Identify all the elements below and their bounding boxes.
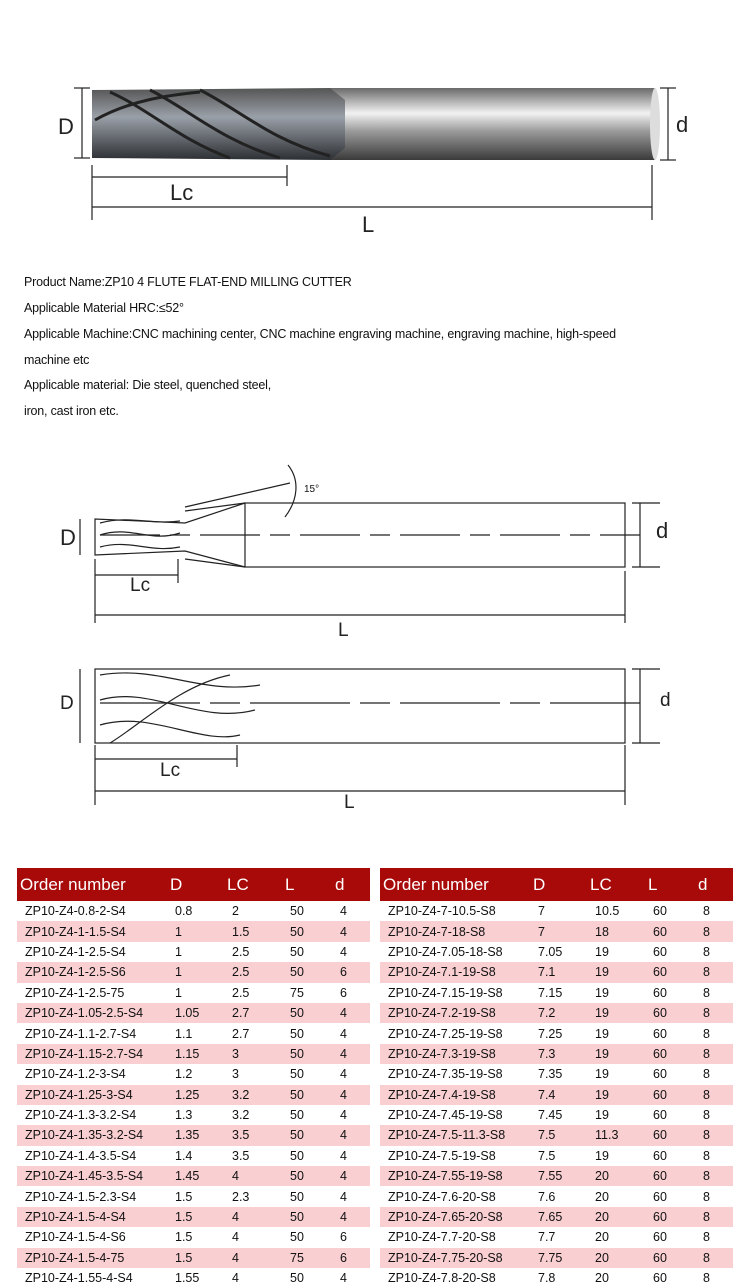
- table-cell: 50: [282, 962, 332, 982]
- table-cell: 20: [595, 1189, 609, 1204]
- table-cell: 7.5: [538, 1148, 556, 1163]
- table-cell: 3.5: [224, 1125, 282, 1145]
- table-row: [380, 1268, 733, 1288]
- table-row: [380, 1207, 733, 1227]
- table-cell: ZP10-Z4-7.35-19-S8: [388, 1067, 503, 1082]
- table-cell: 4: [332, 1044, 370, 1064]
- table-row: [17, 1146, 370, 1166]
- table-cell: 20: [587, 1207, 645, 1227]
- table-cell: 4: [332, 1207, 370, 1227]
- table-cell: 8: [703, 985, 710, 1000]
- table-cell: 1.1: [175, 1026, 193, 1041]
- table-cell: 4: [340, 1271, 347, 1286]
- applicable-machine-cont: machine etc: [24, 353, 90, 367]
- table-cell: 4: [224, 1207, 282, 1227]
- table-cell: 20: [587, 1166, 645, 1186]
- table-row: [17, 1248, 370, 1268]
- table-cell: 6: [340, 1230, 347, 1245]
- table-cell: 1.5: [175, 1230, 193, 1245]
- table-cell: 7.8: [538, 1271, 556, 1286]
- table-cell: 75: [290, 985, 304, 1000]
- table-cell: 1: [167, 962, 224, 982]
- table-cell: 60: [653, 1067, 667, 1082]
- table-row: [17, 962, 370, 982]
- table-cell: 60: [653, 1230, 667, 1245]
- table-row: [17, 1125, 370, 1145]
- table-cell: 60: [653, 1148, 667, 1163]
- table-cell: ZP10-Z4-1.55-4-S4: [25, 1271, 133, 1286]
- table-cell: 19: [595, 944, 609, 959]
- table-cell: 7.65: [530, 1207, 587, 1227]
- table-row: [17, 1227, 370, 1247]
- table-cell: 4: [332, 1166, 370, 1186]
- table-cell: 7.35: [538, 1067, 563, 1082]
- table-cell: 19: [595, 1108, 609, 1123]
- table-row: [380, 1064, 733, 1084]
- table-cell: ZP10-Z4-1.05-2.5-S4: [17, 1003, 167, 1023]
- table-cell: 7.1: [530, 962, 587, 982]
- table-cell: 8: [695, 1125, 733, 1145]
- table-cell: 19: [587, 962, 645, 982]
- table-cell: 8: [703, 944, 710, 959]
- table-cell: 6: [332, 962, 370, 982]
- table-cell: 50: [282, 921, 332, 941]
- table-cell: ZP10-Z4-1.35-3.2-S4: [17, 1125, 167, 1145]
- table-cell: ZP10-Z4-1.3-3.2-S4: [25, 1108, 137, 1123]
- table-cell: 7.3: [530, 1044, 587, 1064]
- table-cell: 18: [587, 921, 645, 941]
- column-header: LC: [224, 868, 282, 901]
- table-cell: 1: [175, 944, 182, 959]
- applicable-material: Applicable material: Die steel, quenched steel,: [24, 378, 271, 392]
- table-cell: ZP10-Z4-1-2.5-S4: [25, 944, 126, 959]
- table-cell: 8: [703, 1148, 710, 1163]
- table-cell: 2: [232, 904, 239, 919]
- column-header: L: [645, 868, 695, 901]
- table-row: [17, 1003, 370, 1023]
- table-cell: 1.5: [167, 1248, 224, 1268]
- table-row: [380, 1146, 733, 1166]
- column-header: Order number: [17, 868, 167, 901]
- shank-diameter-label: d: [676, 112, 689, 137]
- table-cell: 7.2: [530, 1003, 587, 1023]
- table-cell: 1.5: [175, 1189, 193, 1204]
- table-cell: 1: [175, 985, 182, 1000]
- diameter-label: D: [60, 693, 74, 714]
- table-cell: 50: [290, 1108, 304, 1123]
- table-cell: ZP10-Z4-1.2-3-S4: [25, 1067, 126, 1082]
- table-cell: 2.5: [232, 944, 250, 959]
- table-cell: ZP10-Z4-7-18-S8: [380, 921, 530, 941]
- table-row: [380, 1166, 733, 1186]
- table-row: [380, 1085, 733, 1105]
- table-cell: 3: [224, 1044, 282, 1064]
- table-cell: 1.05: [167, 1003, 224, 1023]
- table-cell: 60: [653, 944, 667, 959]
- table-cell: 8: [695, 1166, 733, 1186]
- table-cell: ZP10-Z4-1.5-2.3-S4: [25, 1189, 137, 1204]
- column-header: d: [332, 868, 370, 901]
- table-cell: 4: [332, 1003, 370, 1023]
- table-cell: 8: [695, 1207, 733, 1227]
- table-cell: 50: [282, 1166, 332, 1186]
- table-row: [17, 1085, 370, 1105]
- table-cell: 7: [538, 904, 545, 919]
- table-cell: 60: [653, 1108, 667, 1123]
- table-cell: ZP10-Z4-7.8-20-S8: [388, 1271, 496, 1286]
- table-cell: 50: [290, 1026, 304, 1041]
- table-cell: 60: [653, 904, 667, 919]
- table-cell: 8: [703, 1108, 710, 1123]
- table-cell: ZP10-Z4-7.5-19-S8: [388, 1148, 496, 1163]
- table-cell: 75: [282, 1248, 332, 1268]
- table-cell: 60: [653, 1026, 667, 1041]
- table-cell: 3: [232, 1067, 239, 1082]
- shank-diameter-label: d: [656, 518, 669, 543]
- cutting-length-label: Lc: [170, 180, 194, 205]
- table-row: [380, 1003, 733, 1023]
- table-cell: 3.2: [224, 1085, 282, 1105]
- table-cell: 8: [703, 1067, 710, 1082]
- table-cell: 1.45: [167, 1166, 224, 1186]
- table-cell: 60: [645, 1248, 695, 1268]
- table-cell: 60: [645, 1166, 695, 1186]
- table-header-row: [17, 868, 370, 901]
- table-cell: 0.8: [175, 904, 193, 919]
- table-cell: ZP10-Z4-7.65-20-S8: [380, 1207, 530, 1227]
- table-cell: 3.2: [232, 1108, 250, 1123]
- table-cell: 8: [695, 1003, 733, 1023]
- table-cell: ZP10-Z4-1.15-2.7-S4: [17, 1044, 167, 1064]
- table-cell: 19: [595, 1148, 609, 1163]
- table-cell: ZP10-Z4-1.4-3.5-S4: [25, 1148, 137, 1163]
- table-cell: 4: [224, 1248, 282, 1268]
- table-cell: 1.4: [175, 1148, 193, 1163]
- table-row: [17, 942, 370, 962]
- table-cell: ZP10-Z4-1.5-4-S6: [25, 1230, 126, 1245]
- table-cell: ZP10-Z4-7-10.5-S8: [388, 904, 496, 919]
- table-cell: 19: [595, 985, 609, 1000]
- diameter-label: D: [60, 525, 76, 550]
- table-cell: 3.5: [232, 1148, 250, 1163]
- table-cell: 4: [340, 1026, 347, 1041]
- table-cell: ZP10-Z4-1.45-3.5-S4: [17, 1166, 167, 1186]
- table-cell: ZP10-Z4-7.3-19-S8: [380, 1044, 530, 1064]
- table-cell: 50: [290, 944, 304, 959]
- table-cell: ZP10-Z4-1.5-4-75: [17, 1248, 167, 1268]
- table-cell: 50: [290, 1271, 304, 1286]
- diameter-label: D: [58, 114, 74, 139]
- table-cell: 50: [290, 1148, 304, 1163]
- table-cell: 60: [653, 985, 667, 1000]
- table-row: [380, 1125, 733, 1145]
- table-cell: ZP10-Z4-7.6-20-S8: [388, 1189, 496, 1204]
- table-row: [17, 1105, 370, 1125]
- table-row: [380, 1044, 733, 1064]
- table-row: [380, 1023, 733, 1043]
- table-cell: 7.05: [538, 944, 563, 959]
- table-cell: 11.3: [587, 1125, 645, 1145]
- table-cell: 50: [290, 1189, 304, 1204]
- table-cell: 2.3: [232, 1189, 250, 1204]
- tapered-end-mill-drawing: [0, 455, 750, 645]
- table-cell: 2.7: [232, 1026, 250, 1041]
- table-cell: ZP10-Z4-1-2.5-S6: [17, 962, 167, 982]
- table-cell: 4: [340, 904, 347, 919]
- table-header-row: [380, 868, 733, 901]
- table-cell: 8: [703, 1189, 710, 1204]
- table-cell: 2.7: [224, 1003, 282, 1023]
- table-cell: ZP10-Z4-7.45-19-S8: [388, 1108, 503, 1123]
- shank-diameter-label: d: [660, 690, 671, 711]
- applicable-machine: Applicable Machine:CNC machining center, CNC machine engraving machine, engraving machine, high-speed: [24, 327, 616, 341]
- table-cell: 1.15: [167, 1044, 224, 1064]
- table-cell: ZP10-Z4-7.05-18-S8: [388, 944, 503, 959]
- table-cell: 8: [703, 1271, 710, 1286]
- table-cell: 60: [645, 1044, 695, 1064]
- table-cell: 8: [703, 1026, 710, 1041]
- table-cell: 1.2: [175, 1067, 193, 1082]
- column-header: D: [167, 868, 224, 901]
- table-row: [17, 1023, 370, 1043]
- table-cell: 6: [340, 985, 347, 1000]
- table-cell: 50: [282, 1207, 332, 1227]
- helix-angle-label: 15°: [304, 484, 320, 495]
- table-cell: ZP10-Z4-7.1-19-S8: [380, 962, 530, 982]
- table-cell: ZP10-Z4-7.4-19-S8: [380, 1085, 530, 1105]
- spec-table-left: [17, 868, 370, 1288]
- table-cell: 4: [340, 1108, 347, 1123]
- table-cell: 19: [587, 1044, 645, 1064]
- end-mill-photo-diagram: [0, 0, 750, 240]
- table-cell: 19: [595, 1067, 609, 1082]
- column-header: LC: [587, 868, 645, 901]
- table-cell: 4: [332, 921, 370, 941]
- product-name: Product Name:ZP10 4 FLUTE FLAT-END MILLING CUTTER: [24, 275, 352, 289]
- table-row: [17, 1207, 370, 1227]
- table-cell: 7.55: [530, 1166, 587, 1186]
- table-cell: ZP10-Z4-7.75-20-S8: [380, 1248, 530, 1268]
- table-row: [380, 1186, 733, 1206]
- table-row: [380, 962, 733, 982]
- table-row: [380, 901, 733, 921]
- table-cell: 1.35: [167, 1125, 224, 1145]
- table-cell: 60: [645, 1207, 695, 1227]
- table-cell: 1.3: [175, 1108, 193, 1123]
- table-cell: 8: [703, 904, 710, 919]
- table-cell: 60: [645, 921, 695, 941]
- table-cell: 60: [653, 1271, 667, 1286]
- table-cell: 7.5: [530, 1125, 587, 1145]
- table-cell: 7.75: [530, 1248, 587, 1268]
- table-cell: 20: [595, 1271, 609, 1286]
- table-cell: 7.45: [538, 1108, 563, 1123]
- table-cell: 50: [282, 1125, 332, 1145]
- table-cell: 8: [695, 1248, 733, 1268]
- table-cell: 4: [232, 1230, 239, 1245]
- column-header: Order number: [380, 868, 530, 901]
- overall-length-label: L: [362, 212, 375, 237]
- table-cell: 20: [595, 1230, 609, 1245]
- cutting-length-label: Lc: [130, 575, 151, 596]
- table-cell: 7: [530, 921, 587, 941]
- table-cell: 8: [695, 1085, 733, 1105]
- table-cell: 8: [695, 921, 733, 941]
- applicable-material-cont: iron, cast iron etc.: [24, 404, 119, 418]
- table-row: [17, 1064, 370, 1084]
- table-cell: 50: [282, 1003, 332, 1023]
- table-cell: ZP10-Z4-1-2.5-75: [25, 985, 125, 1000]
- table-cell: 50: [290, 904, 304, 919]
- table-cell: 6: [332, 1248, 370, 1268]
- table-cell: ZP10-Z4-1.25-3-S4: [17, 1085, 167, 1105]
- table-cell: 7.6: [538, 1189, 556, 1204]
- table-row: [17, 1186, 370, 1206]
- table-cell: 4: [340, 1067, 347, 1082]
- table-cell: ZP10-Z4-1-1.5-S4: [17, 921, 167, 941]
- table-cell: 19: [587, 1003, 645, 1023]
- table-cell: 2.5: [224, 962, 282, 982]
- table-cell: 8: [695, 962, 733, 982]
- table-cell: 7.7: [538, 1230, 556, 1245]
- applicable-hrc: Applicable Material HRC:≤52°: [24, 301, 184, 315]
- table-cell: 50: [290, 1067, 304, 1082]
- table-cell: 60: [653, 1189, 667, 1204]
- table-cell: 1.5: [167, 1207, 224, 1227]
- spec-table-right: [380, 868, 733, 1288]
- table-row: [380, 921, 733, 941]
- table-cell: 1.55: [175, 1271, 200, 1286]
- table-row: [380, 1248, 733, 1268]
- table-cell: 4: [332, 1085, 370, 1105]
- table-cell: 10.5: [595, 904, 620, 919]
- table-cell: 4: [340, 944, 347, 959]
- table-cell: 1: [167, 921, 224, 941]
- table-cell: 7.25: [538, 1026, 563, 1041]
- table-row: [380, 1227, 733, 1247]
- table-cell: ZP10-Z4-1.1-2.7-S4: [25, 1026, 137, 1041]
- table-cell: 1.5: [224, 921, 282, 941]
- table-cell: ZP10-Z4-7.55-19-S8: [380, 1166, 530, 1186]
- table-cell: 60: [645, 1085, 695, 1105]
- table-cell: 19: [595, 1026, 609, 1041]
- cutting-length-label: Lc: [160, 760, 181, 781]
- table-cell: 50: [290, 1230, 304, 1245]
- table-cell: 7.4: [530, 1085, 587, 1105]
- table-row: [380, 983, 733, 1003]
- table-cell: 20: [587, 1248, 645, 1268]
- table-cell: 60: [645, 962, 695, 982]
- table-row: [17, 1268, 370, 1288]
- overall-length-label: L: [344, 792, 355, 813]
- table-cell: 8: [695, 1044, 733, 1064]
- table-cell: 60: [645, 1003, 695, 1023]
- column-header: L: [282, 868, 332, 901]
- table-row: [17, 1166, 370, 1186]
- table-cell: 4: [232, 1271, 239, 1286]
- table-cell: 19: [587, 1085, 645, 1105]
- straight-end-mill-drawing: [0, 655, 750, 815]
- table-cell: 8: [703, 1230, 710, 1245]
- table-cell: ZP10-Z4-7.7-20-S8: [388, 1230, 496, 1245]
- table-cell: 4: [332, 1125, 370, 1145]
- table-cell: 4: [224, 1166, 282, 1186]
- table-cell: 50: [282, 1044, 332, 1064]
- table-row: [17, 921, 370, 941]
- table-cell: ZP10-Z4-7.25-19-S8: [388, 1026, 503, 1041]
- table-cell: 2.5: [232, 985, 250, 1000]
- table-cell: 1.25: [167, 1085, 224, 1105]
- table-cell: 4: [340, 1148, 347, 1163]
- column-header: d: [695, 868, 733, 901]
- table-cell: 7.15: [538, 985, 563, 1000]
- table-row: [17, 983, 370, 1003]
- table-cell: 50: [282, 1085, 332, 1105]
- table-cell: ZP10-Z4-7.15-19-S8: [388, 985, 503, 1000]
- table-cell: ZP10-Z4-7.5-11.3-S8: [380, 1125, 530, 1145]
- table-cell: 4: [340, 1189, 347, 1204]
- table-row: [17, 1044, 370, 1064]
- table-row: [17, 901, 370, 921]
- table-cell: ZP10-Z4-0.8-2-S4: [25, 904, 126, 919]
- column-header: D: [530, 868, 587, 901]
- table-cell: 60: [645, 1125, 695, 1145]
- table-row: [380, 942, 733, 962]
- table-cell: ZP10-Z4-1.5-4-S4: [17, 1207, 167, 1227]
- overall-length-label: L: [338, 620, 349, 641]
- table-row: [380, 1105, 733, 1125]
- table-cell: ZP10-Z4-7.2-19-S8: [380, 1003, 530, 1023]
